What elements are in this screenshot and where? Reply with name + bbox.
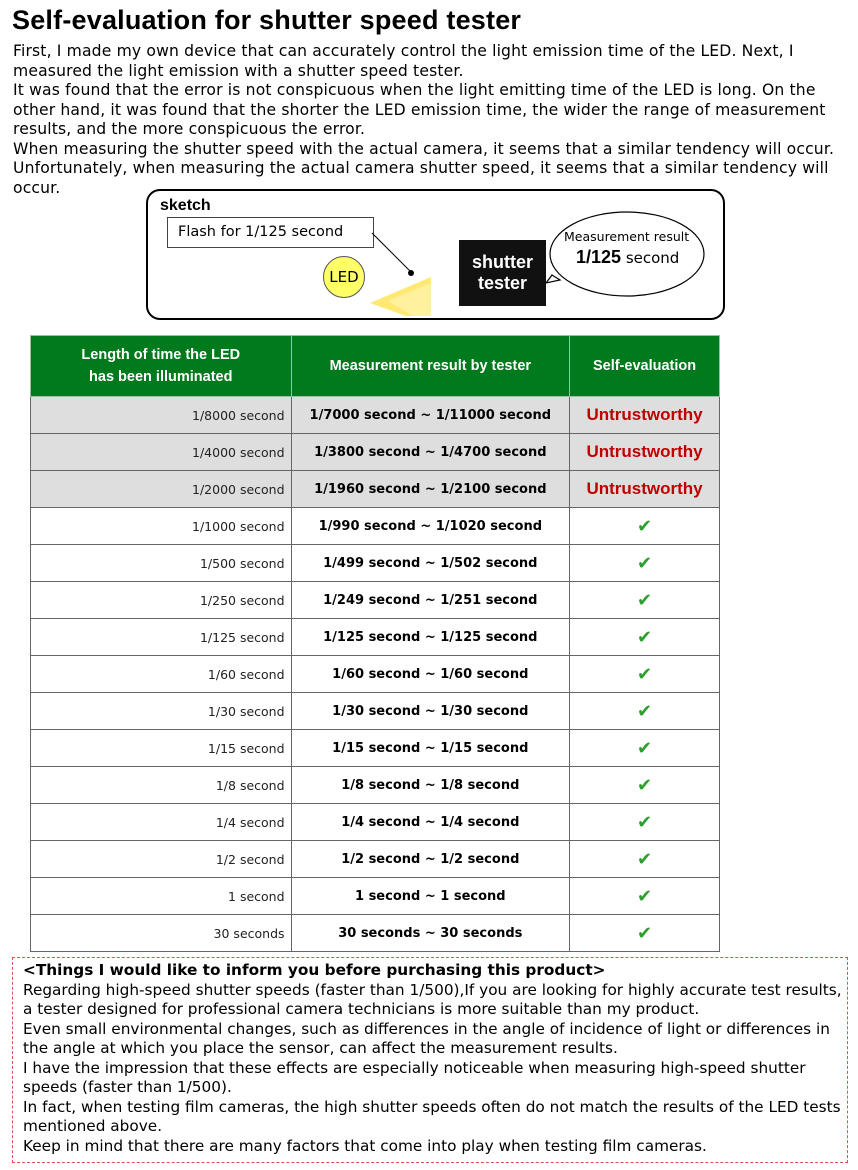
header-led-time-line1: Length of time the LED (81, 347, 241, 363)
cell-led-time: 30 seconds (31, 915, 292, 952)
intro-text (13, 42, 853, 198)
cell-evaluation (570, 582, 720, 619)
check-icon: ✔ (636, 552, 653, 574)
cell-measurement: 1/15 second ~ 1/15 second (291, 730, 570, 767)
cell-measurement: 1/125 second ~ 1/125 second (291, 619, 570, 656)
cell-evaluation (570, 508, 720, 545)
cell-evaluation (570, 730, 720, 767)
check-icon: ✔ (636, 737, 653, 759)
intro-paragraph: It was found that the error is not conspicuous when the light emitting time of the LED is long. On the other hand, it was found that the shorter the LED emission time, the wider the range of measurement results, and the more conspicuous the error. (13, 81, 826, 138)
table-body (31, 397, 720, 952)
cell-measurement: 1/60 second ~ 1/60 second (291, 656, 570, 693)
cell-evaluation (570, 434, 720, 471)
check-icon: ✔ (636, 848, 653, 870)
intro-paragraph: First, I made my own device that can accurately control the light emission time of the LED. Next, I measured the light emission with a shutter speed tester. (13, 42, 794, 80)
check-icon: ✔ (636, 885, 653, 907)
cell-led-time: 1/125 second (31, 619, 292, 656)
speech-bubble-tail (546, 275, 560, 283)
led-icon: LED (323, 256, 365, 298)
notice-heading: <Things I would like to inform you before purchasing this product> (23, 961, 606, 979)
cell-measurement: 1/1960 second ~ 1/2100 second (291, 471, 570, 508)
cell-led-time: 1/8000 second (31, 397, 292, 434)
table-row (31, 434, 720, 471)
header-led-time-line2: has been illuminated (89, 369, 233, 385)
sketch-title: sketch (160, 197, 211, 214)
cell-evaluation (570, 471, 720, 508)
check-icon: ✔ (636, 700, 653, 722)
table-row (31, 878, 720, 915)
check-icon: ✔ (636, 515, 653, 537)
table-row (31, 841, 720, 878)
cell-led-time: 1/4000 second (31, 434, 292, 471)
check-icon: ✔ (636, 774, 653, 796)
table-header-row (31, 336, 720, 397)
cell-measurement: 1/2 second ~ 1/2 second (291, 841, 570, 878)
cell-measurement: 1/249 second ~ 1/251 second (291, 582, 570, 619)
shutter-tester-box (459, 240, 546, 306)
bubble-number: 1/125 (576, 247, 622, 267)
notice-paragraph: In fact, when testing film cameras, the high shutter speeds often do not match the results of the LED tests mentioned above. (23, 1097, 841, 1135)
table-row (31, 471, 720, 508)
untrustworthy-label: Untrustworthy (586, 479, 703, 498)
check-icon: ✔ (636, 626, 653, 648)
cell-measurement: 1/30 second ~ 1/30 second (291, 693, 570, 730)
notice-paragraph: Keep in mind that there are many factors that come into play when testing film cameras. (23, 1136, 707, 1155)
table-row (31, 693, 720, 730)
cell-led-time: 1/250 second (31, 582, 292, 619)
cell-evaluation (570, 878, 720, 915)
header-measurement: Measurement result by tester (291, 336, 570, 397)
cell-evaluation (570, 656, 720, 693)
cell-led-time: 1/60 second (31, 656, 292, 693)
tester-line1: shutter (471, 252, 533, 272)
results-table (30, 335, 720, 952)
cell-led-time: 1/1000 second (31, 508, 292, 545)
bubble-unit: second (625, 249, 680, 267)
bubble-value (576, 247, 679, 268)
check-icon: ✔ (636, 811, 653, 833)
notice-paragraph: Regarding high-speed shutter speeds (faster than 1/500),If you are looking for highly accurate test results, a tester designed for professional camera technicians is more suitable than my product. (23, 980, 842, 1018)
cell-measurement: 1/499 second ~ 1/502 second (291, 545, 570, 582)
table-row (31, 619, 720, 656)
cell-evaluation (570, 915, 720, 952)
cell-measurement: 1/4 second ~ 1/4 second (291, 804, 570, 841)
intro-paragraph: Unfortunately, when measuring the actual camera shutter speed, it seems that a similar tendency will occur. (13, 159, 829, 197)
untrustworthy-label: Untrustworthy (586, 442, 703, 461)
notice-paragraph: Even small environmental changes, such as differences in the angle of incidence of light or differences in the angle at which you place the sensor, can affect the measurement results. (23, 1019, 830, 1057)
header-led-time (31, 336, 292, 397)
cell-evaluation (570, 841, 720, 878)
cell-measurement: 1 second ~ 1 second (291, 878, 570, 915)
cell-led-time: 1/2 second (31, 841, 292, 878)
cell-measurement: 1/3800 second ~ 1/4700 second (291, 434, 570, 471)
table-row (31, 582, 720, 619)
cell-led-time: 1/8 second (31, 767, 292, 804)
cell-evaluation (570, 397, 720, 434)
cell-led-time: 1 second (31, 878, 292, 915)
pointer-line (372, 233, 410, 271)
sketch-diagram (146, 189, 725, 320)
check-icon: ✔ (636, 663, 653, 685)
cell-evaluation (570, 693, 720, 730)
page-title: Self-evaluation for shutter speed tester (12, 5, 522, 35)
cell-led-time: 1/4 second (31, 804, 292, 841)
check-icon: ✔ (636, 922, 653, 944)
cell-led-time: 1/30 second (31, 693, 292, 730)
cell-measurement: 1/8 second ~ 1/8 second (291, 767, 570, 804)
intro-paragraph: When measuring the shutter speed with the actual camera, it seems that a similar tendency will occur. (13, 139, 835, 158)
cell-evaluation (570, 767, 720, 804)
table-row (31, 508, 720, 545)
table-row (31, 730, 720, 767)
cell-measurement: 30 seconds ~ 30 seconds (291, 915, 570, 952)
notice-box (12, 957, 848, 1163)
cell-evaluation (570, 804, 720, 841)
pointer-dot (408, 270, 414, 276)
untrustworthy-label: Untrustworthy (586, 405, 703, 424)
cell-led-time: 1/15 second (31, 730, 292, 767)
flash-label-box: Flash for 1/125 second (167, 217, 374, 248)
table-row (31, 767, 720, 804)
header-evaluation: Self-evaluation (570, 336, 720, 397)
cell-evaluation (570, 545, 720, 582)
cell-led-time: 1/2000 second (31, 471, 292, 508)
cell-evaluation (570, 619, 720, 656)
cell-led-time: 1/500 second (31, 545, 292, 582)
cell-measurement: 1/990 second ~ 1/1020 second (291, 508, 570, 545)
notice-paragraph: I have the impression that these effects are especially noticeable when measuring high-speed shutter speeds (faster than 1/500). (23, 1058, 806, 1096)
table-row (31, 545, 720, 582)
check-icon: ✔ (636, 589, 653, 611)
tester-line2: tester (477, 273, 528, 293)
table-row (31, 397, 720, 434)
bubble-label: Measurement result (564, 229, 690, 244)
table-row (31, 656, 720, 693)
table-row (31, 915, 720, 952)
cell-measurement: 1/7000 second ~ 1/11000 second (291, 397, 570, 434)
table-row (31, 804, 720, 841)
